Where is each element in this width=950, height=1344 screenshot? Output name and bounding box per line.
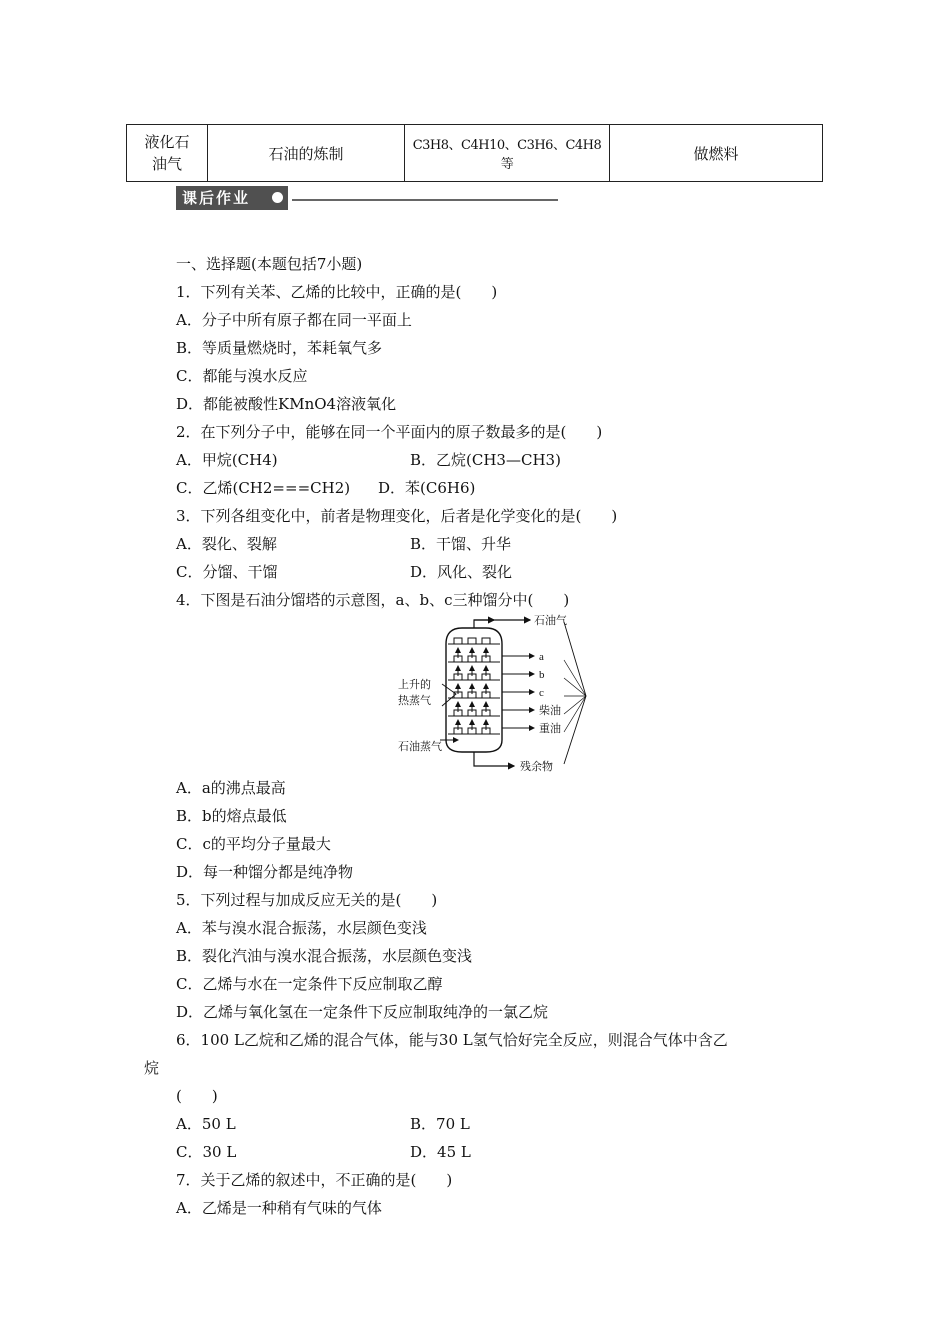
- product-use-cell: 做燃料: [610, 125, 823, 182]
- question-6-stem-line3: ( ): [176, 1087, 218, 1105]
- fraction-b-label: b: [539, 669, 545, 681]
- question-5-option-d: D．乙烯与氧化氢在一定条件下反应制取纯净的一氯乙烷: [176, 1003, 549, 1021]
- top-outlet-pipe: [474, 620, 494, 628]
- question-1-option-c: C．都能与溴水反应: [176, 367, 308, 385]
- product-name-cell: [127, 125, 208, 182]
- fraction-c-label: c: [539, 687, 544, 699]
- top-output-label: 石油气: [534, 615, 567, 627]
- question-5-option-b: B．裂化汽油与溴水混合振荡，水层颜色变浅: [176, 947, 473, 965]
- question-1-stem: 1．下列有关苯、乙烯的比较中，正确的是( ): [176, 283, 498, 301]
- question-1-option-d: D．都能被酸性KMnO4溶液氧化: [176, 395, 397, 413]
- question-3-stem: 3．下列各组变化中，前者是物理变化，后者是化学变化的是( ): [176, 507, 618, 525]
- question-4-option-b: B．b的熔点最低: [176, 807, 287, 825]
- question-5-option-a: A．苯与溴水混合振荡，水层颜色变浅: [176, 919, 427, 937]
- question-6-stem-line2: 烷: [144, 1059, 160, 1077]
- distillation-tower-diagram: [396, 614, 608, 774]
- question-3-option-a: A．裂化、裂解: [176, 535, 277, 553]
- part-heading: 一、选择题(本题包括7小题): [176, 255, 363, 273]
- table-row: [127, 125, 823, 182]
- bullet-dot-icon: [272, 192, 283, 203]
- question-2-option-b: B．乙烷(CH3—CH3): [410, 451, 561, 469]
- product-name-line1: 液化石: [144, 133, 190, 151]
- question-3-option-b: B．干馏、升华: [410, 535, 512, 553]
- question-3-option-d: D．风化、裂化: [410, 563, 513, 581]
- question-2-option-d: D．苯(C6H6): [378, 479, 476, 497]
- question-5-option-c: C．乙烯与水在一定条件下反应制取乙醇: [176, 975, 443, 993]
- section-rule: [292, 199, 558, 201]
- section-title: 课后作业: [176, 186, 288, 210]
- question-4-stem: 4．下图是石油分馏塔的示意图，a、b、c三种馏分中( ): [176, 591, 570, 609]
- question-2-stem: 2．在下列分子中，能够在同一个平面内的原子数最多的是( ): [176, 423, 603, 441]
- side-outlets: [502, 656, 534, 728]
- question-6-option-d: D．45 L: [410, 1143, 471, 1161]
- question-4-option-c: C．c的平均分子量最大: [176, 835, 331, 853]
- question-5-stem: 5．下列过程与加成反应无关的是( ): [176, 891, 438, 909]
- fraction-diesel-label: 柴油: [539, 705, 561, 717]
- product-source-cell: 石油的炼制: [208, 125, 405, 182]
- left-label-line2: 热蒸气: [398, 695, 431, 707]
- question-4-option-a: A．a的沸点最高: [176, 779, 286, 797]
- question-7-option-a: A．乙烯是一种稍有气味的气体: [176, 1199, 382, 1217]
- product-table: [126, 124, 823, 182]
- bottom-output-label: 残余物: [520, 761, 553, 773]
- product-name-line2: 油气: [151, 155, 182, 173]
- question-3-option-c: C．分馏、干馏: [176, 563, 278, 581]
- right-bracket-spokes: [564, 660, 586, 732]
- question-6-option-c: C．30 L: [176, 1143, 237, 1161]
- question-1-option-a: A．分子中所有原子都在同一平面上: [176, 311, 412, 329]
- question-2-option-c: C．乙烯(CH2===CH2): [176, 479, 351, 497]
- question-2-option-a: A．甲烷(CH4): [176, 451, 278, 469]
- question-7-stem: 7．关于乙烯的叙述中，不正确的是( ): [176, 1171, 453, 1189]
- product-components-cell: C3H8、C4H10、C3H6、C4H8等: [405, 125, 610, 182]
- fraction-heavy-oil-label: 重油: [539, 723, 561, 735]
- left-label-line1: 上升的: [398, 679, 431, 691]
- question-6-option-a: A．50 L: [176, 1115, 236, 1133]
- question-4-option-d: D．每一种馏分都是纯净物: [176, 863, 354, 881]
- feed-label: 石油蒸气: [398, 741, 442, 753]
- tray-stack: [448, 638, 500, 734]
- bottom-outlet-pipe: [474, 752, 514, 766]
- question-1-option-b: B．等质量燃烧时，苯耗氧气多: [176, 339, 383, 357]
- fraction-a-label: a: [539, 651, 544, 663]
- question-6-stem-line1: 6．100 L乙烷和乙烯的混合气体，能与30 L氢气恰好完全反应，则混合气体中含乙: [176, 1031, 728, 1049]
- question-6-option-b: B．70 L: [410, 1115, 470, 1133]
